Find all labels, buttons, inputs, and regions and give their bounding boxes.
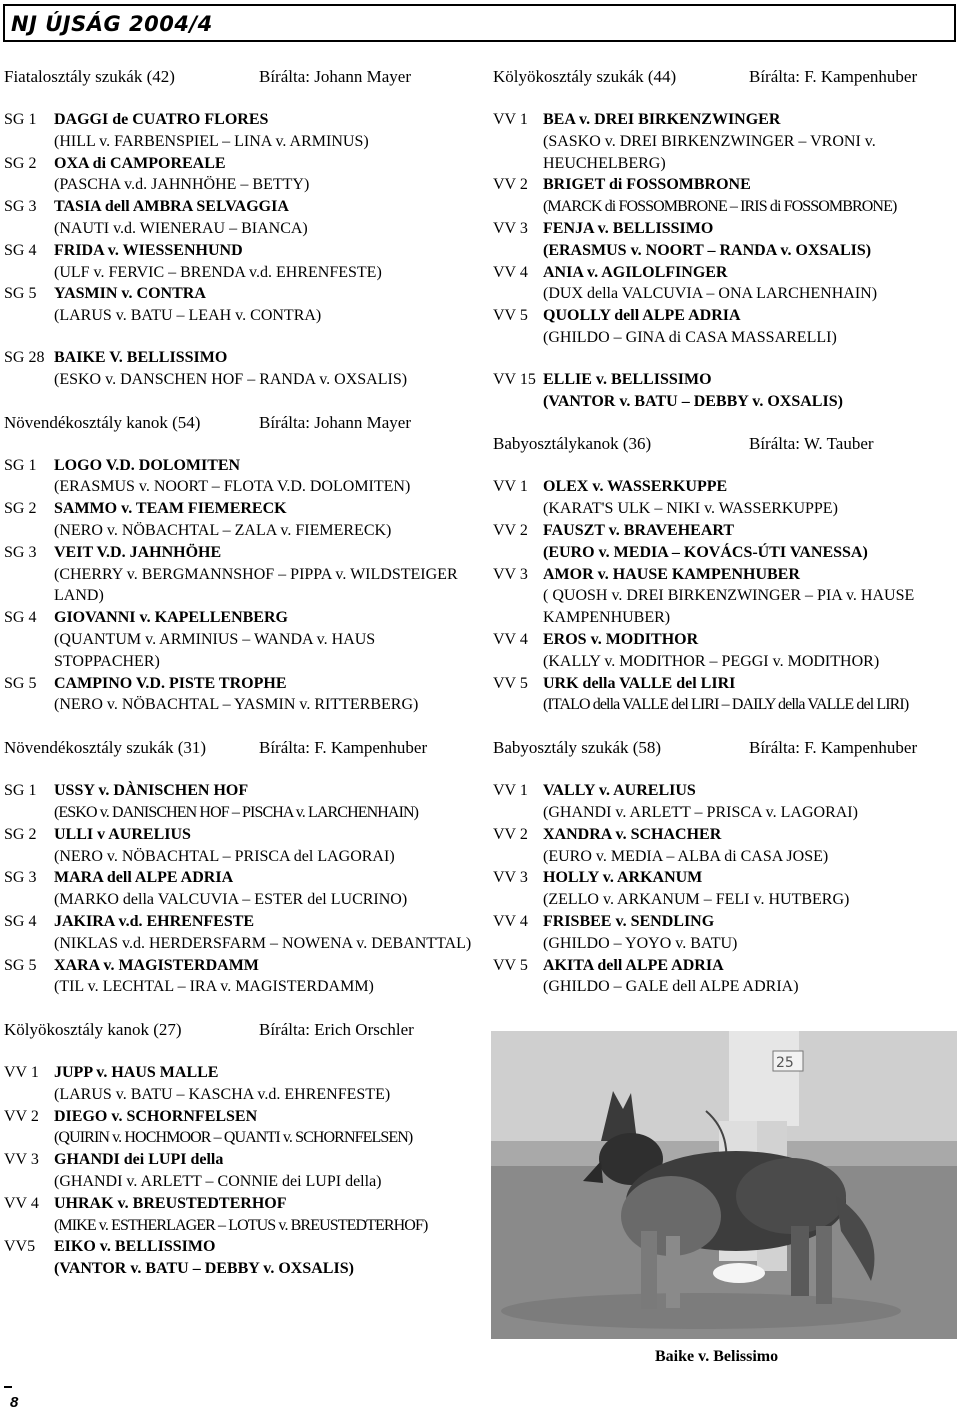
dog-pedigree: (NERO v. NÖBACHTAL – YASMIN v. RITTERBERG) <box>54 696 419 714</box>
results-block <box>4 109 472 391</box>
dog-pedigree: (NERO v. NÖBACHTAL – PRISCA del LAGORAI) <box>54 847 395 865</box>
dog-pedigree: (GHILDO – GALE dell ALPE ADRIA) <box>543 978 799 996</box>
dog-name: TASIA dell AMBRA SELVAGGIA <box>54 198 289 216</box>
rank-label: SG 3 <box>4 198 37 216</box>
entry-body <box>54 824 472 868</box>
entry-body <box>543 520 959 564</box>
page-rule <box>4 1386 12 1388</box>
entry-body <box>543 564 959 629</box>
result-entry <box>4 196 472 240</box>
section-class: Növendékosztály kanok (54) <box>4 412 201 432</box>
entry-body <box>54 955 472 999</box>
result-entry <box>4 1149 472 1193</box>
dog-name: VEIT V.D. JAHNHÖHE <box>54 543 222 561</box>
dog-name: ANIA v. AGILOLFINGER <box>543 263 728 281</box>
result-entry <box>4 824 472 868</box>
entry-body <box>54 498 472 542</box>
rank-label: VV 4 <box>4 1194 39 1212</box>
photo-caption: Baike v. Belissimo <box>655 1348 779 1365</box>
section-judge: Bírálta: W. Tauber <box>749 434 874 454</box>
dog-pedigree: (CHERRY v. BERGMANNSHOF – PIPPA v. WILDSTEIGER LAND) <box>54 565 458 605</box>
dog-pedigree: (TIL v. LECHTAL – IRA v. MAGISTERDAMM) <box>54 978 374 996</box>
dog-pedigree: (SASKO v. DREI BIRKENZWINGER – VRONI v. HEUCHELBERG) <box>543 132 876 172</box>
rank-label: VV 3 <box>493 869 528 887</box>
dog-pedigree: (MIKE v. ESTHERLAGER – LOTUS v. BREUSTEDTERHOF) <box>54 1216 428 1234</box>
rank-label: VV 1 <box>493 478 528 496</box>
dog-name: LOGO V.D. DOLOMITEN <box>54 456 241 474</box>
dog-pedigree: (MARKO della VALCUVIA – ESTER del LUCRINO) <box>54 891 408 909</box>
dog-pedigree: (NAUTI v.d. WIENERAU – BIANCA) <box>54 219 308 237</box>
result-entry <box>493 564 959 629</box>
rank-label: SG 28 <box>4 348 45 366</box>
dog-name: FRISBEE v. SENDLING <box>543 912 715 930</box>
rank-label: SG 4 <box>4 912 37 930</box>
dog-pedigree: (MARCK di FOSSOMBRONE – IRIS di FOSSOMBRONE) <box>543 198 897 216</box>
dog-pedigree: (HILL v. FARBENSPIEL – LINA v. ARMINUS) <box>54 132 369 150</box>
result-entry <box>4 1193 472 1237</box>
dog-name: SAMMO v. TEAM FIEMERECK <box>54 500 287 518</box>
section-class: Babyosztály szukák (58) <box>493 738 662 758</box>
dog-pedigree: (DUX della VALCUVIA – ONA LARCHENHAIN) <box>543 285 878 303</box>
section-class: Növendékosztály szukák (31) <box>4 738 207 758</box>
dog-pedigree: (LARUS v. BATU – KASCHA v.d. EHRENFESTE) <box>54 1085 391 1103</box>
dog-name: EROS v. MODITHOR <box>543 630 699 648</box>
entry-body <box>54 1149 472 1193</box>
dog-pedigree: (QUANTUM v. ARMINIUS – WANDA v. HAUS STOPPACHER) <box>54 630 376 670</box>
section-class: Kölyökosztály kanok (27) <box>4 1020 182 1040</box>
section-class: Babyosztálykanok (36) <box>493 434 652 454</box>
dog-name: DAGGI de CUATRO FLORES <box>54 111 269 128</box>
result-entry <box>4 347 472 391</box>
results-block <box>4 1062 472 1280</box>
result-entry <box>4 911 472 955</box>
dog-pedigree: (LARUS v. BATU – LEAH v. CONTRA) <box>54 307 322 325</box>
dog-pedigree: (NIKLAS v.d. HERDERSFARM – NOWENA v. DEBANTTAL) <box>54 934 472 952</box>
rank-label: SG 5 <box>4 674 37 692</box>
result-entry <box>493 955 959 999</box>
result-entry <box>493 109 959 174</box>
dog-pedigree: (ERASMUS v. NOORT – FLOTA V.D. DOLOMITEN) <box>54 478 411 496</box>
section-header <box>493 433 959 455</box>
rank-label: VV 1 <box>493 782 528 800</box>
rank-label: SG 4 <box>4 241 37 259</box>
result-entry <box>493 824 959 868</box>
results-block <box>4 780 472 998</box>
result-entry <box>493 305 959 349</box>
rank-label: SG 2 <box>4 154 37 172</box>
section-header <box>493 737 959 759</box>
dog-name: MARA dell ALPE ADRIA <box>54 869 234 887</box>
dog-pedigree: (GHANDI v. ARLETT – PRISCA v. LAGORAI) <box>543 803 858 821</box>
section-class: Fiatalosztály szukák (42) <box>4 67 175 86</box>
dog-name: BAIKE V. BELLISSIMO <box>54 348 228 366</box>
result-entry <box>493 218 959 262</box>
left-column <box>4 66 472 1301</box>
result-entry <box>493 780 959 824</box>
result-entry <box>4 867 472 911</box>
entry-body <box>543 629 959 673</box>
dog-pedigree: (GHILDO – GINA di CASA MASSARELLI) <box>543 328 837 346</box>
entry-body <box>543 955 959 999</box>
result-entry <box>493 520 959 564</box>
entry-body <box>54 780 472 824</box>
result-entry <box>4 1236 472 1280</box>
result-entry <box>4 498 472 542</box>
rank-label: SG 2 <box>4 825 37 843</box>
rank-label: VV 5 <box>493 674 528 692</box>
rank-label: VV 2 <box>493 521 528 539</box>
dog-pedigree: (VANTOR v. BATU – DEBBY v. OXSALIS) <box>543 392 843 410</box>
dog-pedigree: (GHANDI v. ARLETT – CONNIE dei LUPI della) <box>54 1173 382 1191</box>
entry-body <box>54 1236 472 1280</box>
result-entry <box>4 1106 472 1150</box>
rank-label: VV 3 <box>4 1151 39 1169</box>
result-entry <box>493 174 959 218</box>
spacer <box>4 327 472 347</box>
rank-label: VV 2 <box>4 1107 39 1125</box>
results-block <box>493 476 959 716</box>
dog-pedigree: (ITALO della VALLE del LIRI – DAILY della VALLE del LIRI) <box>543 696 909 714</box>
result-entry <box>4 153 472 197</box>
rank-label: SG 1 <box>4 111 37 128</box>
section-header <box>4 1019 472 1041</box>
rank-label: VV 2 <box>493 176 528 194</box>
rank-label: VV 3 <box>493 219 528 237</box>
dog-name: HOLLY v. ARKANUM <box>543 869 703 887</box>
result-entry <box>4 542 472 607</box>
section-judge: Bírálta: F. Kampenhuber <box>749 67 918 86</box>
entry-body <box>543 673 959 717</box>
spacer <box>493 349 959 369</box>
rank-label: SG 1 <box>4 782 37 800</box>
result-entry <box>4 109 472 153</box>
result-entry <box>493 262 959 306</box>
results-block <box>493 109 959 412</box>
dog-name: DIEGO v. SCHORNFELSEN <box>54 1107 258 1125</box>
result-entry <box>4 455 472 499</box>
rank-label: SG 4 <box>4 609 37 627</box>
dog-name: VALLY v. AURELIUS <box>543 782 696 800</box>
rank-label: SG 1 <box>4 456 37 474</box>
dog-pedigree: (ZELLO v. ARKANUM – FELI v. HUTBERG) <box>543 891 850 909</box>
entry-body <box>54 1062 472 1106</box>
result-entry <box>4 607 472 672</box>
dog-pedigree: (KARAT'S ULK – NIKI v. WASSERKUPPE) <box>543 500 838 518</box>
dog-pedigree: (ESKO v. DANISCHEN HOF – PISCHA v. LARCHENHAIN) <box>54 803 419 821</box>
entry-body <box>54 240 472 284</box>
dog-name: FAUSZT v. BRAVEHEART <box>543 521 735 539</box>
dog-name: ULLI v AURELIUS <box>54 825 191 843</box>
dog-name: JAKIRA v.d. EHRENFESTE <box>54 912 255 930</box>
entry-body <box>54 153 472 197</box>
rank-label: SG 2 <box>4 500 37 518</box>
dog-name: OLEX v. WASSERKUPPE <box>543 478 728 496</box>
rank-label: VV 5 <box>493 956 528 974</box>
section-judge: Bírálta: Johann Mayer <box>259 67 412 86</box>
dog-name: AMOR v. HAUSE KAMPENHUBER <box>543 565 800 583</box>
entry-body <box>54 109 472 153</box>
rank-label: VV 3 <box>493 565 528 583</box>
dog-pedigree: (ERASMUS v. NOORT – RANDA v. OXSALIS) <box>543 241 872 259</box>
section-judge: Bírálta: F. Kampenhuber <box>749 738 918 758</box>
dog-name: OXA di CAMPOREALE <box>54 154 226 172</box>
rank-label: VV 2 <box>493 825 528 843</box>
rank-label: SG 3 <box>4 869 37 887</box>
result-entry <box>4 283 472 327</box>
result-entry <box>4 1062 472 1106</box>
dog-name: JUPP v. HAUS MALLE <box>54 1064 219 1082</box>
section-header <box>4 66 472 88</box>
bib-number: 25 <box>776 1055 794 1071</box>
header-bar <box>3 4 956 42</box>
page-number: 8 <box>10 1394 19 1411</box>
dog-pedigree: (GHILDO – YOYO v. BATU) <box>543 934 738 952</box>
result-entry <box>493 629 959 673</box>
dog-photo <box>491 1031 957 1339</box>
entry-body <box>54 283 472 327</box>
dog-name: FRIDA v. WIESSENHUND <box>54 241 243 259</box>
entry-body <box>543 174 959 218</box>
dog-pedigree: ( QUOSH v. DREI BIRKENZWINGER – PIA v. HAUSE KAMPENHUBER) <box>543 587 915 627</box>
entry-body <box>543 369 959 413</box>
result-entry <box>4 780 472 824</box>
dog-name: UHRAK v. BREUSTEDTERHOF <box>54 1194 287 1212</box>
rank-label: VV 4 <box>493 263 528 281</box>
dog-name: EIKO v. BELLISSIMO <box>54 1238 216 1256</box>
dog-name: BEA v. DREI BIRKENZWINGER <box>543 111 781 128</box>
result-entry <box>493 476 959 520</box>
entry-body <box>543 867 959 911</box>
entry-body <box>54 455 472 499</box>
dog-pedigree: (KALLY v. MODITHOR – PEGGI v. MODITHOR) <box>543 652 880 670</box>
dog-name: BRIGET di FOSSOMBRONE <box>543 176 751 194</box>
dog-pedigree: (PASCHA v.d. JAHNHÖHE – BETTY) <box>54 176 310 194</box>
result-entry <box>4 240 472 284</box>
entry-body <box>543 262 959 306</box>
entry-body <box>543 218 959 262</box>
dog-name: ELLIE v. BELLISSIMO <box>543 370 712 388</box>
rank-label: VV 5 <box>493 307 528 325</box>
entry-body <box>54 347 472 391</box>
section-header <box>4 412 472 434</box>
rank-label: SG 3 <box>4 543 37 561</box>
result-entry <box>493 673 959 717</box>
section-header <box>493 66 959 88</box>
results-block <box>493 780 959 998</box>
result-entry <box>493 369 959 413</box>
entry-body <box>543 476 959 520</box>
rank-label: VV5 <box>4 1238 36 1256</box>
section-header <box>4 737 472 759</box>
rank-label: VV 4 <box>493 630 528 648</box>
section-judge: Bírálta: Erich Orschler <box>259 1020 414 1040</box>
entry-body <box>543 824 959 868</box>
right-column <box>493 66 959 1019</box>
entry-body <box>54 911 472 955</box>
rank-label: VV 15 <box>493 370 536 388</box>
rank-label: SG 5 <box>4 285 37 303</box>
section-judge: Bírálta: F. Kampenhuber <box>259 738 428 758</box>
result-entry <box>4 955 472 999</box>
dog-pedigree: (EURO v. MEDIA – KOVÁCS-ÚTI VANESSA) <box>543 543 868 561</box>
rank-label: VV 4 <box>493 912 528 930</box>
dog-name: YASMIN v. CONTRA <box>54 285 206 303</box>
results-block <box>4 455 472 717</box>
dog-pedigree: (QUIRIN v. HOCHMOOR – QUANTI v. SCHORNFELSEN) <box>54 1129 413 1147</box>
result-entry <box>493 911 959 955</box>
dog-pedigree: (VANTOR v. BATU – DEBBY v. OXSALIS) <box>54 1260 354 1278</box>
result-entry <box>4 673 472 717</box>
entry-body <box>543 109 959 174</box>
entry-body <box>543 305 959 349</box>
dog-name: FENJA v. BELLISSIMO <box>543 219 714 237</box>
dog-pedigree: (ESKO v. DANSCHEN HOF – RANDA v. OXSALIS) <box>54 370 408 388</box>
dog-pedigree: (EURO v. MEDIA – ALBA di CASA JOSE) <box>543 847 829 865</box>
header-title: NJ ÚJSÁG 2004/4 <box>11 12 213 36</box>
entry-body <box>54 673 472 717</box>
section-judge: Bírálta: Johann Mayer <box>259 412 412 432</box>
dog-name: URK della VALLE del LIRI <box>543 674 736 692</box>
dog-pedigree: (NERO v. NÖBACHTAL – ZALA v. FIEMERECK) <box>54 521 392 539</box>
rank-label: VV 1 <box>493 111 528 128</box>
dog-name: USSY v. DÀNISCHEN HOF <box>54 782 249 800</box>
entry-body <box>543 780 959 824</box>
dog-pedigree: (ULF v. FERVIC – BRENDA v.d. EHRENFESTE) <box>54 263 382 281</box>
entry-body <box>54 867 472 911</box>
dog-name: XARA v. MAGISTERDAMM <box>54 956 259 974</box>
dog-name: CAMPINO V.D. PISTE TROPHE <box>54 674 287 692</box>
result-entry <box>493 867 959 911</box>
entry-body <box>54 1106 472 1150</box>
rank-label: VV 1 <box>4 1064 39 1082</box>
entry-body <box>54 1193 472 1237</box>
dog-name: GIOVANNI v. KAPELLENBERG <box>54 609 288 627</box>
entry-body <box>54 196 472 240</box>
rank-label: SG 5 <box>4 956 37 974</box>
entry-body <box>54 607 472 672</box>
entry-body <box>543 911 959 955</box>
dog-name: AKITA dell ALPE ADRIA <box>543 956 724 974</box>
dog-name: GHANDI dei LUPI della <box>54 1151 224 1169</box>
section-class: Kölyökosztály szukák (44) <box>493 67 677 86</box>
dog-name: XANDRA v. SCHACHER <box>543 825 722 843</box>
entry-body <box>54 542 472 607</box>
dog-name: QUOLLY dell ALPE ADRIA <box>543 307 741 325</box>
